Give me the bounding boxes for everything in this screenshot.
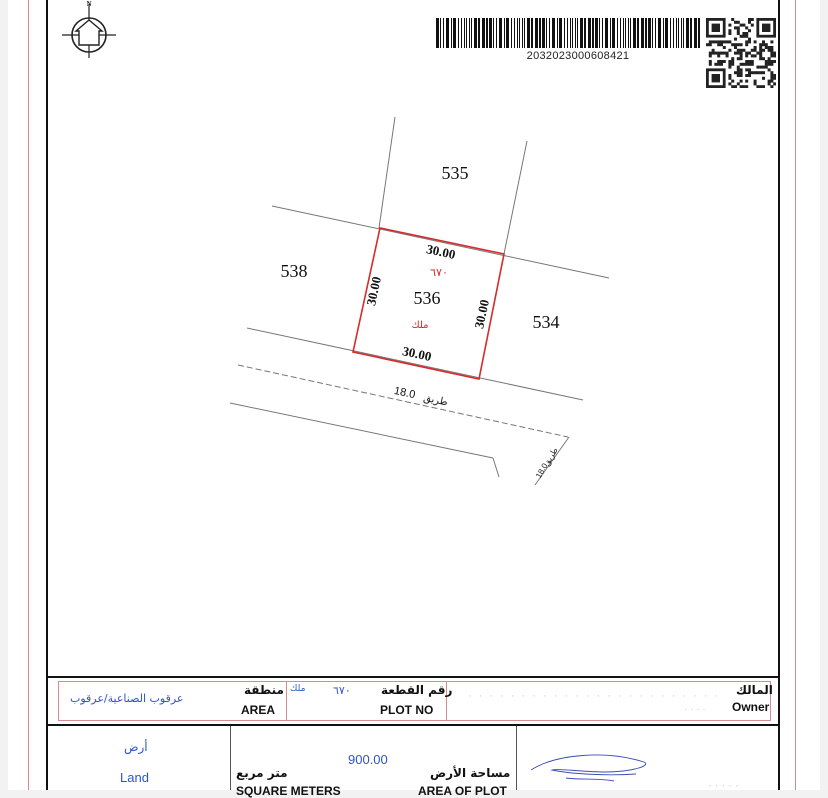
- right-red-border: [795, 0, 796, 790]
- right-black-border: [778, 0, 780, 790]
- north-label: N: [86, 0, 92, 8]
- neighbor-north: 535: [441, 163, 469, 183]
- area-label-en: AREA: [241, 703, 276, 717]
- area-value: عرقوب الصناعية/عرقوب: [70, 692, 184, 705]
- side-top-dimension: 30.00: [425, 241, 457, 262]
- plot-label-en: PLOT NO: [380, 703, 434, 717]
- area-of-plot-value: 900.00: [348, 752, 388, 767]
- unit-label-en: SQUARE METERS: [236, 784, 341, 798]
- neighbor-west: 538: [280, 261, 308, 281]
- side-left-dimension: 30.00: [363, 275, 384, 307]
- plot-map: [48, 100, 778, 500]
- row2-divider-1: [230, 726, 231, 790]
- owner-label-ar: المالك: [736, 683, 773, 697]
- qr-code: [706, 18, 776, 88]
- road-side-width: 18.0: [534, 461, 550, 480]
- land-type-en: Land: [120, 770, 149, 785]
- road-main-width: 18.0: [392, 384, 417, 402]
- row1-divider-1: [286, 681, 287, 721]
- row1-top-red-line: [58, 681, 770, 682]
- owner-value-faint: · · · ·: [684, 704, 706, 715]
- land-type-ar: أرض: [124, 740, 148, 754]
- table-top-border: [46, 676, 780, 678]
- north-arrow-icon: [60, 0, 118, 60]
- signature-label-faint: · · · · ·: [708, 780, 739, 792]
- main-plot-type: ملك: [411, 320, 429, 331]
- left-red-border: [28, 0, 29, 790]
- row1-bottom-red-line: [58, 720, 770, 721]
- row2-divider-2: [516, 726, 517, 790]
- document-sheet: [8, 0, 820, 798]
- barcode-number: 2032023000608421: [526, 50, 630, 62]
- main-plot-arabic-number: ٦٧٠: [430, 266, 448, 279]
- plot-type-value: ملك: [290, 684, 306, 694]
- main-plot-number: 536: [413, 288, 441, 308]
- unit-label-ar: متر مربع: [236, 766, 288, 780]
- row1-left-divider: [58, 681, 59, 721]
- barcode: [428, 18, 710, 50]
- plot-number-value: ٦٧٠: [333, 684, 351, 697]
- road-side-label: طريق: [542, 445, 560, 468]
- row2-top-border: [46, 724, 780, 726]
- road-main-label: طريق: [422, 392, 449, 409]
- area-of-plot-label-en: AREA OF PLOT: [418, 784, 507, 798]
- plot-label-ar: رقم القطعة: [381, 683, 453, 697]
- side-bottom-dimension: 30.00: [401, 343, 433, 364]
- side-right-dimension: 30.00: [471, 298, 492, 330]
- signature: [526, 748, 656, 788]
- neighbor-east: 534: [532, 312, 560, 332]
- area-of-plot-label-ar: مساحة الأرض: [430, 766, 511, 780]
- owner-label-en: Owner: [732, 700, 770, 714]
- owner-value-redacted: · · · · · · · · · · · · · · · · · · · · · · · ·: [468, 690, 721, 702]
- area-label-ar: منطقة: [244, 683, 284, 697]
